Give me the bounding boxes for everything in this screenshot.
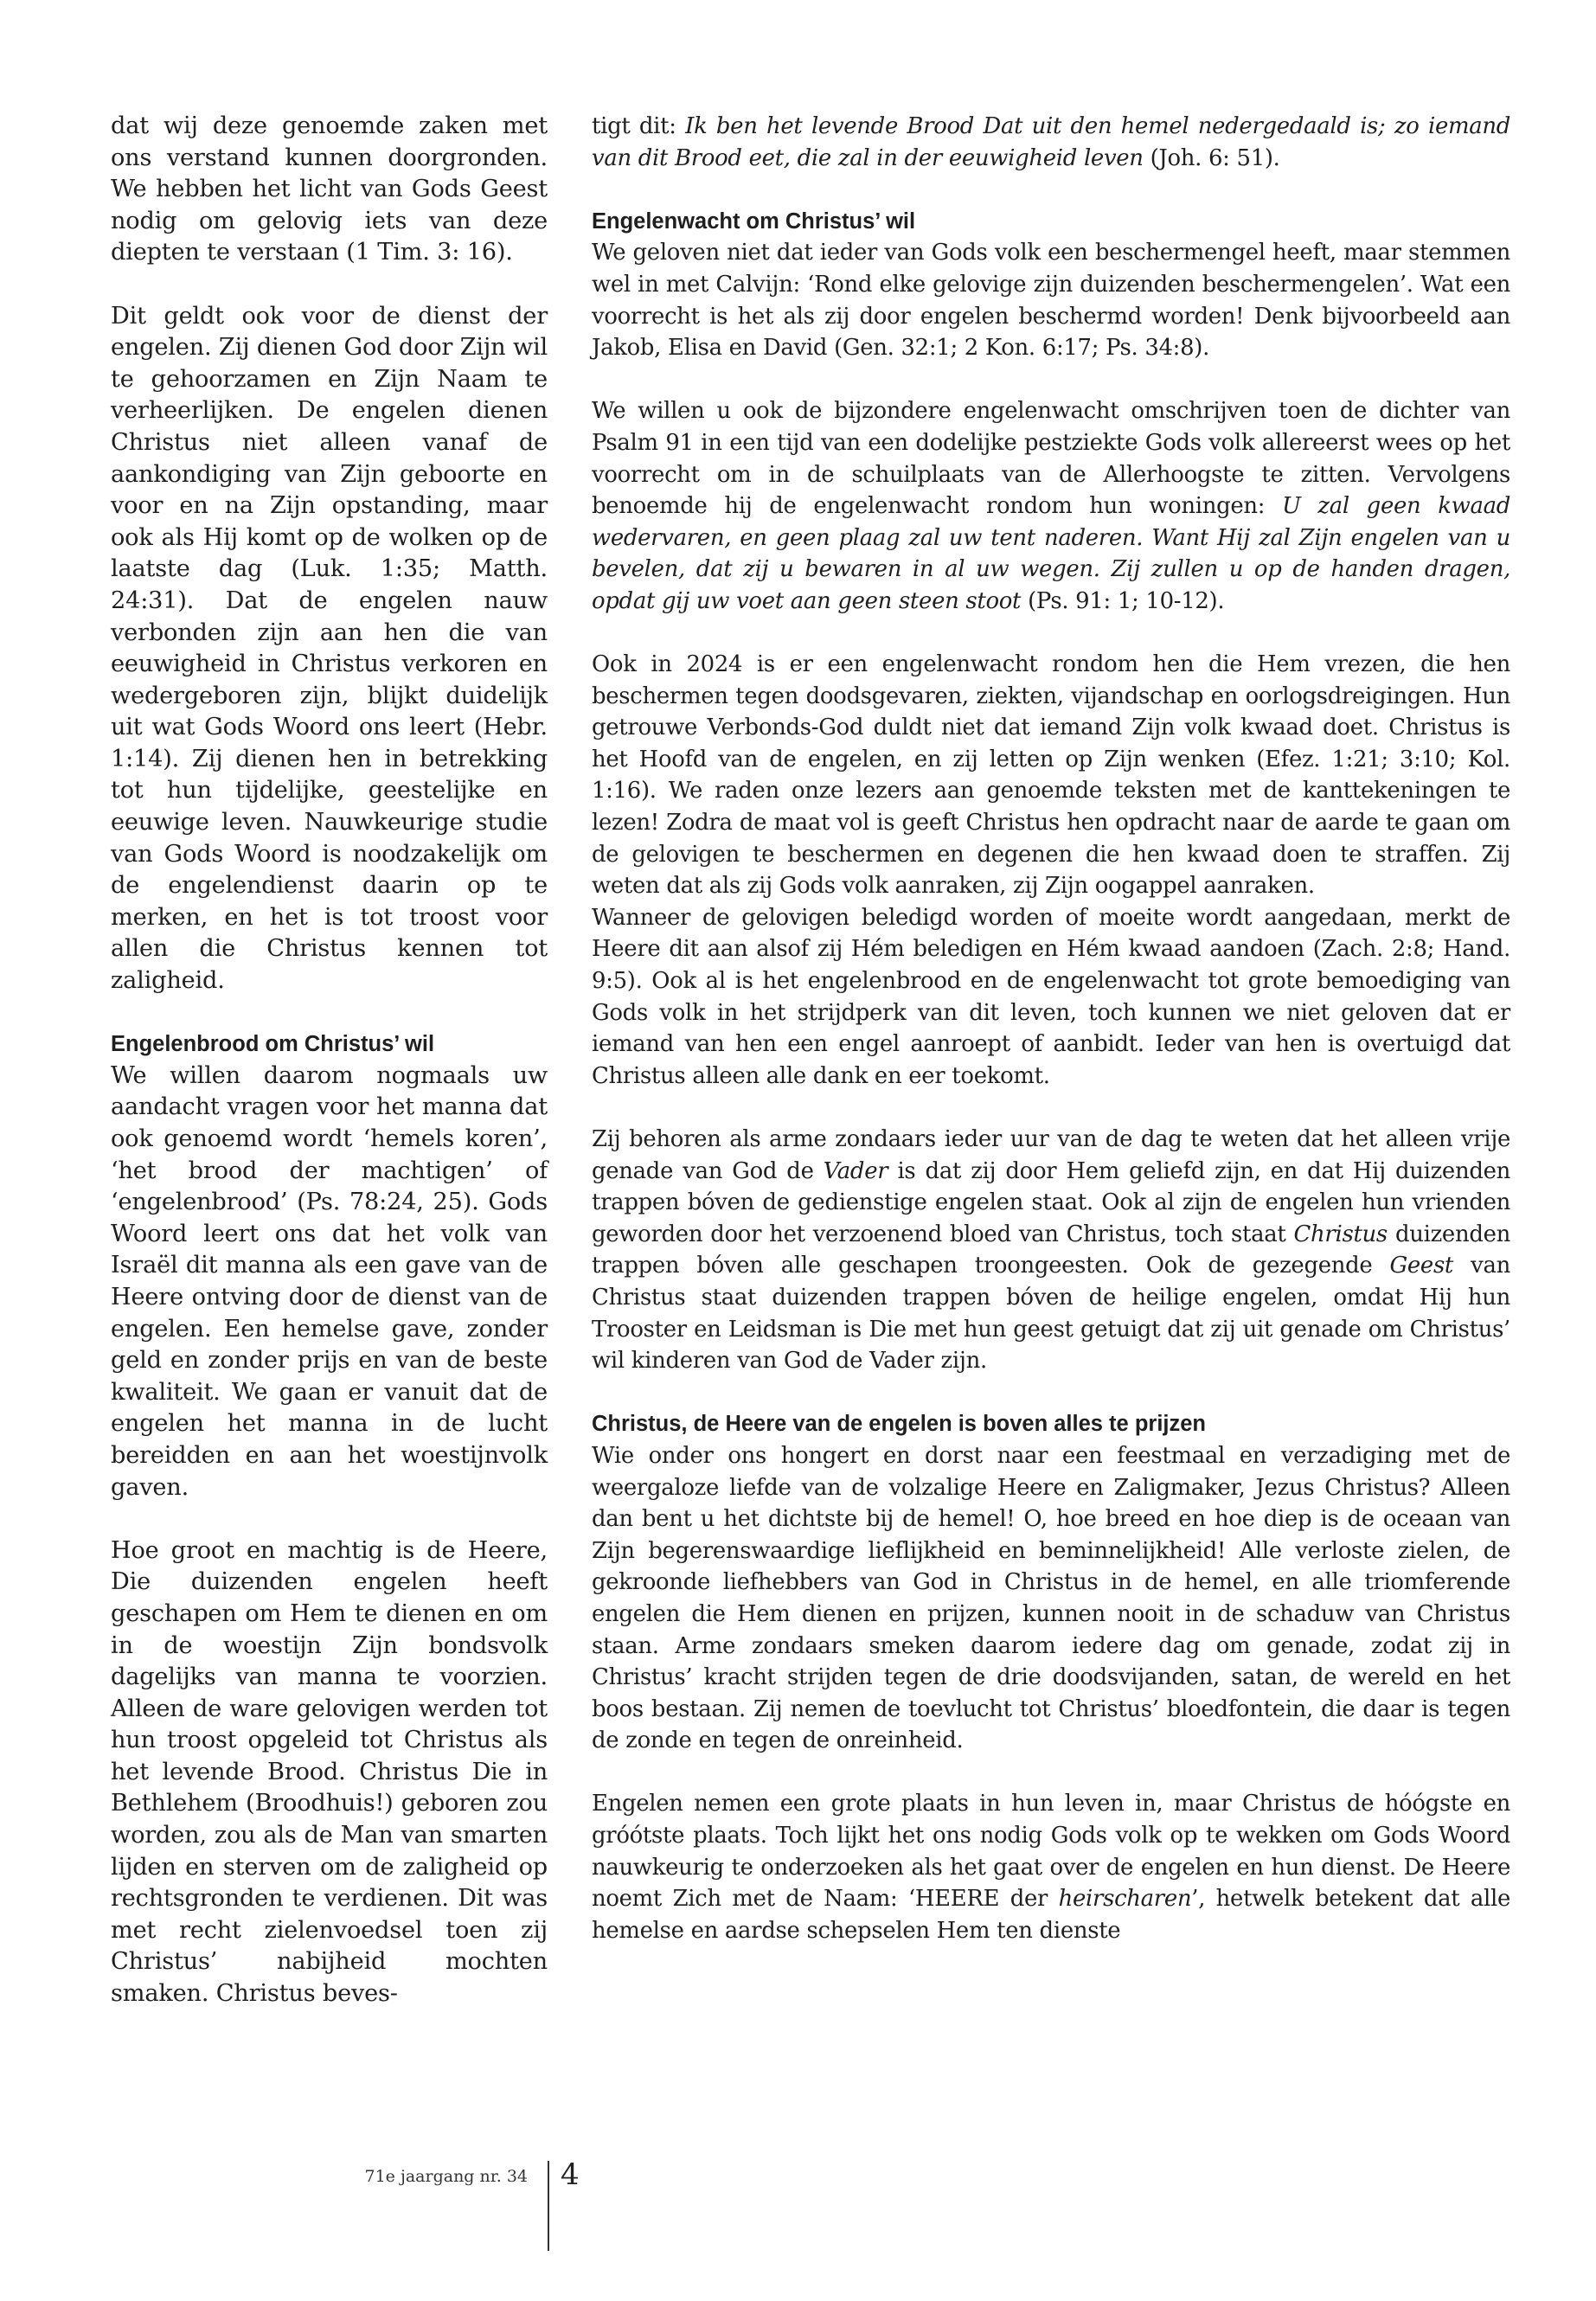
emphasis: Vader bbox=[823, 1157, 888, 1184]
text-run: We willen u ook de bijzondere engelenwacht omschrijven toen de dichter van Psalm 91 in een tijd van een dodelijke pestziekte Gods volk allereerst wees op het voorrecht om in de schuilplaats van de Allerhoogste te zitten. Vervolgens benoemde hij de engelenwacht rondom hun woningen: bbox=[592, 398, 1510, 520]
paragraph bbox=[592, 1788, 1510, 1946]
text-run: Zij behoren als arme zondaars ieder uur van de dag te weten dat het alleen vrije genade van God de bbox=[592, 1126, 1510, 1184]
paragraph bbox=[592, 1124, 1510, 1377]
paragraph: dat wij deze genoemde zaken met ons verstand kunnen doorgronden. We hebben het licht van Gods Geest nodig om gelovig iets van deze diepten te verstaan (1 Tim. 3: 16). bbox=[111, 112, 548, 266]
footer-divider bbox=[548, 2161, 549, 2251]
paragraph: Ook in 2024 is er een engelenwacht rondom hen die Hem vrezen, die hen beschermen tegen doodsgevaren, ziekten, vijandschap en oorlogsdreigingen. Hun getrouwe Verbonds-God duldt niet dat iemand Zijn volk kwaad doet. Christus is het Hoofd van de engelen, en zij letten op Zijn wenken (Efez. 1:21; 3:10; Kol. 1:16). We raden onze lezers aan genoemde teksten met de kanttekeningen te lezen! Zodra de maat vol is geeft Christus hen opdracht naar de aarde te gaan om de gelovigen te beschermen en degenen die hen kwaad doen te straffen. Zij weten dat als zij Gods volk aanraken, zij Zijn oogappel aanraken. bbox=[592, 651, 1510, 900]
scripture-quote: U zal geen kwaad wedervaren, en geen plaag zal uw tent naderen. Want Hij zal Zijn engelen van u bevelen, dat zij u bewaren in al uw wegen. Zij zullen u op de handen dragen, opdat gij uw voet aan geen steen stoot bbox=[592, 493, 1510, 614]
issue-info: 71e jaargang nr. 34 bbox=[364, 2167, 528, 2186]
paragraph: We willen daarom nogmaals uw aandacht vragen voor het manna dat ook genoemd wordt ‘hemels koren’, ‘het brood der machtigen’ of ‘engelenbrood’ (Ps. 78:24, 25). Gods Woord leert ons dat het volk van Israël dit manna als een gave van de Heere ontving door de dienst van de engelen. Een hemelse gave, zonder geld en zonder prijs en van de beste kwaliteit. We gaan er vanuit dat de engelen het manna in de lucht bereidden en aan het woestijnvolk gaven. bbox=[111, 1061, 548, 1501]
emphasis: Geest bbox=[1389, 1253, 1454, 1279]
scripture-quote: Ik ben het levende Brood Dat uit den hemel nedergedaald is; zo iemand van dit Brood eet, die zal in der eeuwigheid leven bbox=[592, 113, 1511, 171]
text-run: tigt dit: bbox=[592, 113, 686, 139]
paragraph: Hoe groot en machtig is de Heere, Die duizenden engelen heeft geschapen om Hem te dienen en om in de woestijn Zijn bondsvolk dagelijks van manna te voorzien. Alleen de ware gelovigen werden tot hun troost opgeleid tot Christus als het levende Brood. Christus Die in Bethlehem (Broodhuis!) geboren zou worden, zou als de Man van smarten lijden en sterven om de zaligheid op rechtsgronden te verdienen. Dit was met recht zielenvoedsel toen zij Christus’ nabijheid mochten smaken. Christus beves- bbox=[111, 1536, 548, 2008]
paragraph: Wie onder ons hongert en dorst naar een feestmaal en verzadiging met de weergaloze liefde van de volzalige Heere en Zaligmaker, Jezus Christus? Alleen dan bent u het dichtste bij de hemel! O, hoe breed en hoe diep is de oceaan van Zijn begerenswaardige lieflijkheid en beminnelijkheid! Alle verloste zielen, de gekroonde liefhebbers van God in Christus in de hemel, en alle triomferende engelen die Hem dienen en prijzen, kunnen nooit in de schaduw van Christus staan. Arme zondaars smeken daarom iedere dag om genade, zodat zij in Christus’ kracht strijden tegen de drie doodsvijanden, satan, de wereld en het boos bestaan. Zij nemen de toevlucht tot Christus’ bloedfontein, die daar is tegen de zonde en tegen de onreinheid. bbox=[592, 1442, 1510, 1754]
text-run: van Christus staat duizenden trappen bóven de heilige engelen, omdat Hij hun Trooster en Leidsman is Die met hun geest getuigt dat zij uit genade om Christus’ wil kinderen van God de Vader zijn. bbox=[592, 1253, 1510, 1375]
emphasis: heirscharen bbox=[1058, 1886, 1192, 1913]
text-run: duizenden trappen bóven alle geschapen troongeesten. Ook de gezegende bbox=[592, 1221, 1510, 1279]
paragraph: We geloven niet dat ieder van Gods volk een beschermengel heeft, maar stemmen wel in met Calvijn: ‘Rond elke gelovige zijn duizenden beschermengelen’. Wat een voorrecht is het als zij door engelen beschermd worden! Denk bijvoorbeeld aan Jakob, Elisa en David (Gen. 32:1; 2 Kon. 6:17; Ps. 34:8). bbox=[592, 240, 1510, 362]
section-heading: Engelenwacht om Christus’ wil bbox=[592, 208, 916, 234]
text-run: ’, hetwelk betekent dat alle hemelse en aardse schepselen Hem ten dienste bbox=[592, 1886, 1510, 1944]
left-column bbox=[111, 111, 548, 2010]
emphasis: Christus bbox=[1293, 1221, 1388, 1247]
paragraph: Dit geldt ook voor de dienst der engelen. Zij dienen God door Zijn wil te gehoorzamen en Zijn Naam te verheerlijken. De engelen dienen Christus niet alleen vanaf de aankondiging van Zijn geboorte en voor en na Zijn opstanding, maar ook als Hij komt op de wolken op de laatste dag (Luk. 1:35; Matth. 24:31). Dat de engelen nauw verbonden zijn aan hen die van eeuwigheid in Christus verkoren en wedergeboren zijn, blijkt duidelijk uit wat Gods Woord ons leert (Hebr. 1:14). Zij dienen hen in betrekking tot hun tijdelijke, geestelijke en eeuwige leven. Nauwkeurige studie van Gods Woord is noodzakelijk om de engelendienst daarin op te merken, en het is tot troost voor allen die Christus kennen tot zaligheid. bbox=[111, 302, 548, 995]
paragraph bbox=[592, 111, 1510, 174]
section-heading: Christus, de Heere van de engelen is boven alles te prijzen bbox=[592, 1412, 1206, 1437]
text-run: is dat zij door Hem geliefd zijn, en dat Hij duizenden trappen bóven de gedienstige engelen staat. Ook al zijn de engelen hun vrienden geworden door het verzoenend bloed van Christus, toch staat bbox=[592, 1157, 1511, 1247]
paragraph bbox=[592, 395, 1510, 617]
scripture-reference: (Joh. 6: 51). bbox=[1143, 144, 1280, 171]
text-run: Engelen nemen een grote plaats in hun leven in, maar Christus de hóógste en gróótste plaats. Toch lijkt het ons nodig Gods volk op te wekken om Gods Woord nauwkeurig te onderzoeken als het gaat over de engelen en hun dienst. De Heere noemt Zich met de Naam: ‘HEERE der bbox=[592, 1791, 1510, 1913]
section-heading: Engelenbrood om Christus’ wil bbox=[111, 1032, 435, 1057]
scripture-reference: (Ps. 91: 1; 10-12). bbox=[1021, 587, 1225, 614]
paragraph: Wanneer de gelovigen beledigd worden of moeite wordt aangedaan, merkt de Heere dit aan alsof zij Hém beledigen en Hém kwaad aandoen (Zach. 2:8; Hand. 9:5). Ook al is het engelenbrood en de engelenwacht tot grote bemoediging van Gods volk in het strijdperk van dit leven, toch kunnen we niet geloven dat er iemand van hen een engel aanroept of aanbidt. Ieder van hen is overtuigd dat Christus alleen alle dank en eer toekomt. bbox=[592, 904, 1510, 1089]
page-number: 4 bbox=[561, 2157, 580, 2192]
right-column bbox=[592, 111, 1510, 1946]
